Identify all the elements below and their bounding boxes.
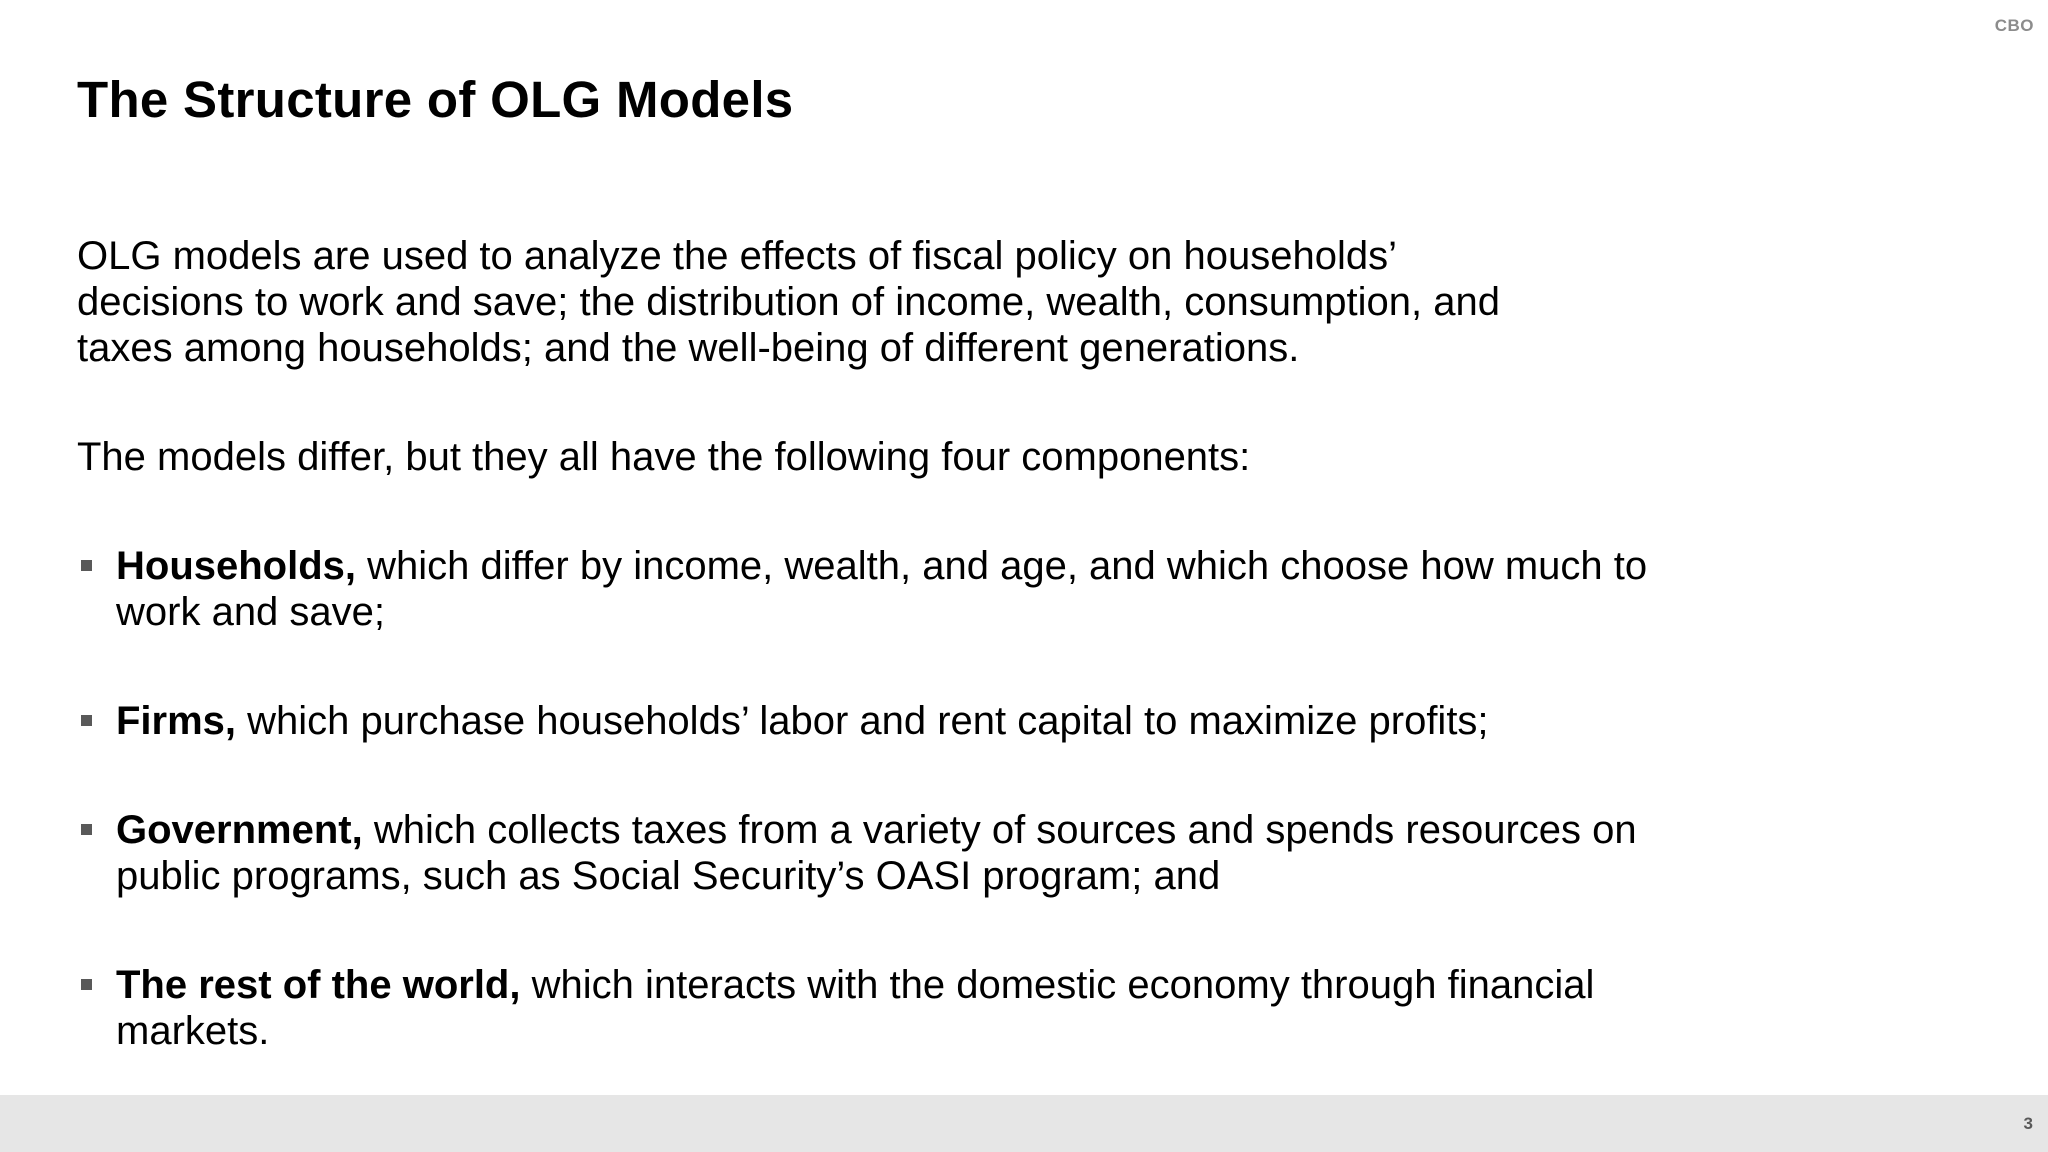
intro-paragraph: OLG models are used to analyze the effects of fiscal policy on households’ decisions to work and save; the distribution of income, wealth, consumption, and taxes among households; and the well-being of different generations. [77,234,1501,370]
list-item-rest-of-world [77,962,1636,1054]
components-lead-paragraph: The models differ, but they all have the following four components: [77,435,1251,479]
square-bullet-icon [81,979,92,990]
bullet-text: which collects taxes from a variety of sources and spends resources on public programs, such as Social Security’s OASI program; and [116,808,1637,898]
bullet-term: Firms, [116,699,237,743]
slide-content [77,233,1648,1054]
slide-title: The Structure of OLG Models [77,71,794,128]
list-item-households [77,543,1676,635]
bullet-term: The rest of the world, [116,963,521,1007]
list-item-firms [77,698,1637,744]
bullet-term: Government, [116,808,363,852]
bullet-term: Households, [116,544,357,588]
components-list [77,543,1648,1054]
bullet-text: which differ by income, wealth, and age, and which choose how much to work and save; [116,544,1648,634]
square-bullet-icon [81,715,92,726]
square-bullet-icon [81,824,92,835]
brand-logo-text: CBO [1994,16,2034,35]
list-item-government [77,807,1656,899]
page-number: 3 [2023,1114,2033,1133]
bullet-text: which purchase households’ labor and rent capital to maximize profits; [236,699,1489,743]
footer-bar [0,1095,2048,1152]
square-bullet-icon [81,560,92,571]
bullet-text: which interacts with the domestic economy through financial markets. [116,963,1595,1053]
